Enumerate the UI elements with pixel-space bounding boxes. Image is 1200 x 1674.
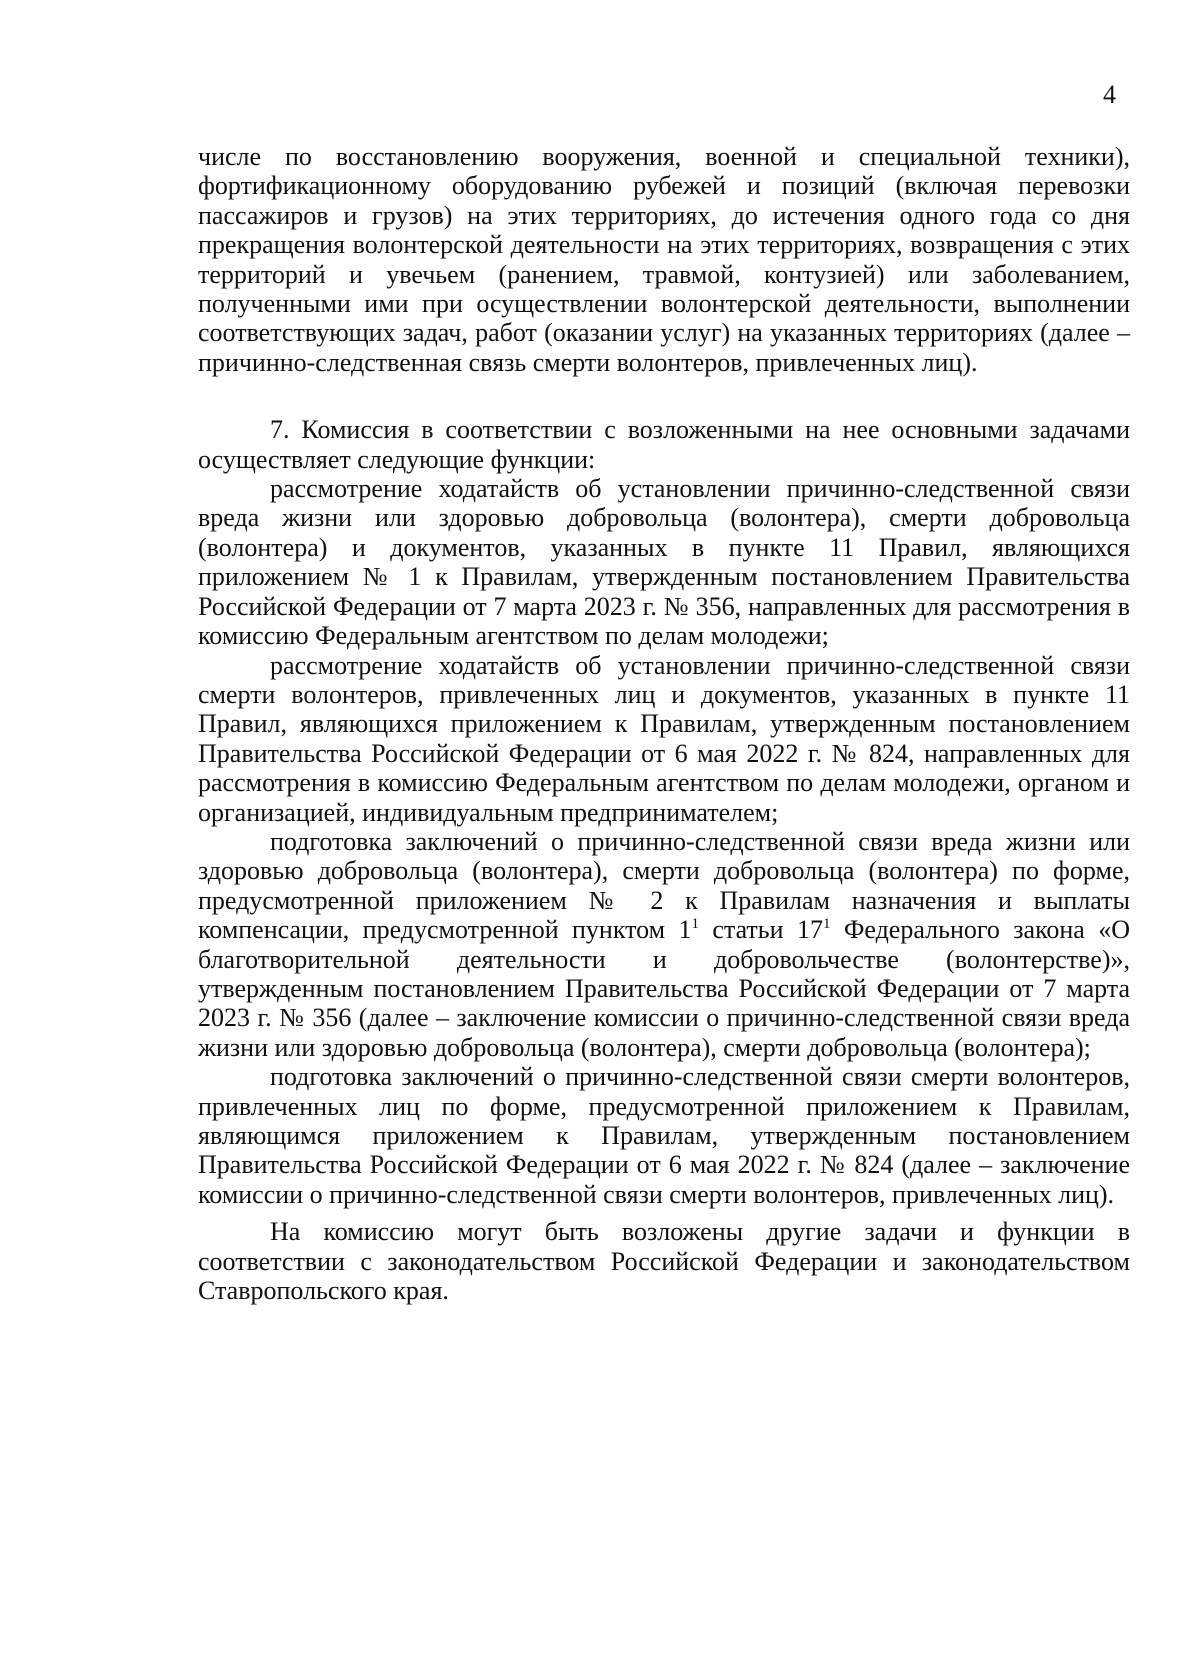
page-number: 4 — [1103, 80, 1116, 109]
document-body — [198, 142, 1130, 1305]
function-item-prepare-death-conclusions: подготовка заключений о причинно-следственной связи смерти волонтеров, привлеченных лиц по форме, предусмотренной приложением к Правилам, являющимся приложением к Правилам, утвержденным постановлением Правительства Российской Федерации от 6 мая 2022 г. № 824 (далее – заключение комиссии о причинно-следственной связи смерти волонтеров, привлеченных лиц). — [198, 1062, 1130, 1209]
function-item-review-death-petitions: рассмотрение ходатайств об установлении причинно-следственной связи смерти волонтеров, привлеченных лиц и документов, указанных в пункте 11 Правил, являющихся приложением к Правилам, утвержденным постановлением Правительства Российской Федерации от 6 мая 2022 г. № 824, направленных для рассмотрения в комиссию Федеральным агентством по делам молодежи, органом и организацией, индивидуальным предпринимателем; — [198, 650, 1130, 827]
superscript: 1 — [691, 916, 699, 933]
paragraph-continuation: числе по восстановлению вооружения, военной и специальной техники), фортификационному оборудованию рубежей и позиций (включая перевозки пассажиров и грузов) на этих территориях, до истечения одного года со дня прекращения волонтерской деятельности на этих территориях, возвращения с этих территорий и увечьем (ранением, травмой, контузией) или заболеванием, полученными ими при осуществлении волонтерской деятельности, выполнении соответствующих задач, работ (оказании услуг) на указанных территориях (далее – причинно-следственная связь смерти волонтеров, привлеченных лиц). — [198, 142, 1130, 377]
paragraph-other-functions: На комиссию могут быть возложены другие задачи и функции в соответствии с законодательством Российской Федерации и законодательством Ставропольского края. — [198, 1217, 1130, 1306]
text-segment: Федерального закона «О благотворительной деятельности и добровольчестве (волонтерстве)», утвержденным постановлением Правительства Российской Федерации от 7 марта 2023 г. № 356 (далее – заключение комиссии о причинно-следственной связи вреда жизни или здоровью добровольца (волонтера), смерти добровольца (волонтера); — [198, 915, 1130, 1062]
function-item-review-volunteer-petitions: рассмотрение ходатайств об установлении причинно-следственной связи вреда жизни или здоровью добровольца (волонтера), смерти добровольца (волонтера) и документов, указанных в пункте 11 Правил, являющихся приложением № 1 к Правилам, утвержденным постановлением Правительства Российской Федерации от 7 марта 2023 г. № 356, направленных для рассмотрения в комиссию Федеральным агентством по делам молодежи; — [198, 474, 1130, 651]
function-item-prepare-volunteer-conclusions — [198, 827, 1130, 1062]
text-segment: подготовка заключений о причинно-следственной связи вреда жизни или здоровью добровольца (волонтера), смерти добровольца (волонтера) по форме, предусмотренной приложением № 2 к Правилам назначения и выплаты компенсации, предусмотренной пунктом 1 — [198, 826, 1130, 945]
paragraph-item-7: 7. Комиссия в соответствии с возложенными на нее основными задачами осуществляет следующие функции: — [198, 415, 1130, 474]
text-segment: статьи 17 — [698, 915, 823, 945]
superscript: 1 — [822, 916, 831, 933]
